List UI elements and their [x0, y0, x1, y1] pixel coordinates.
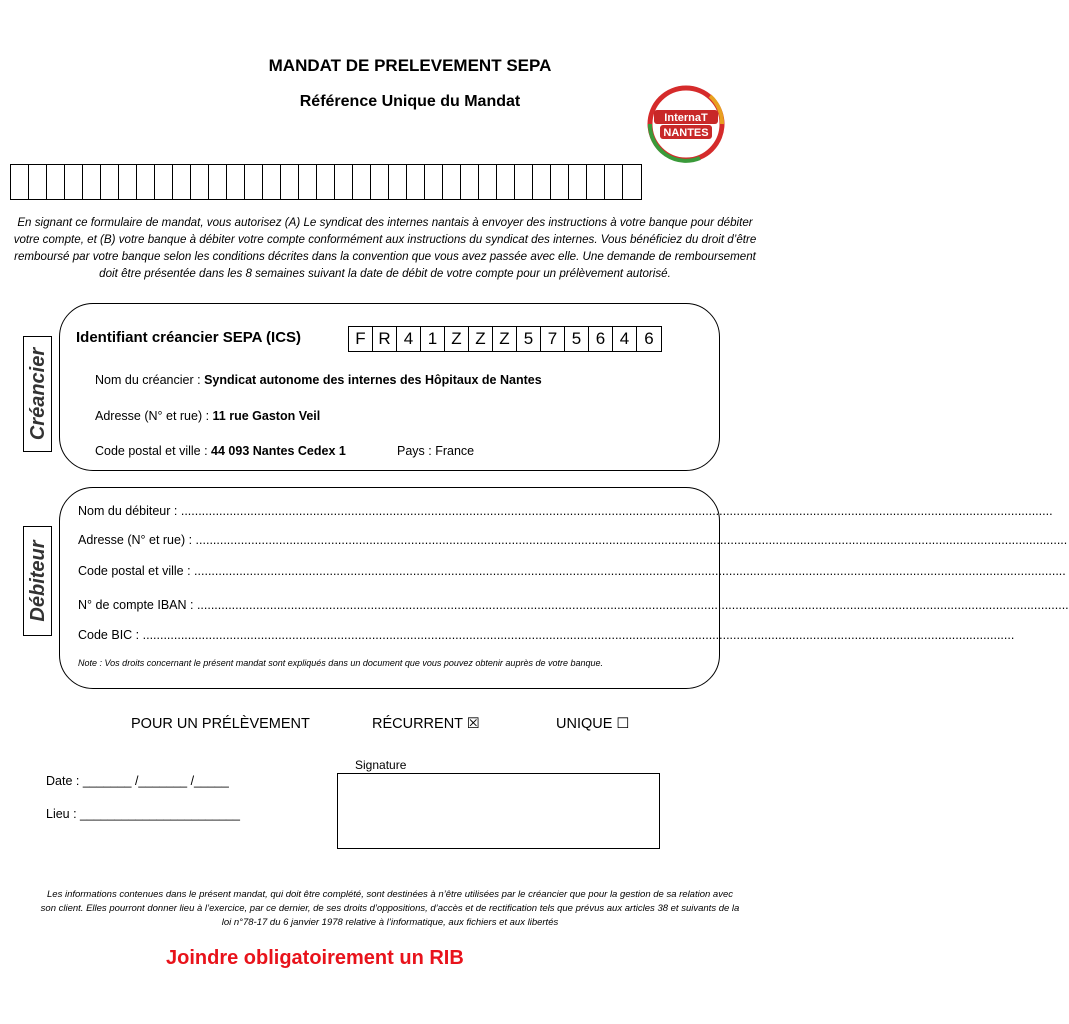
ics-code: [348, 326, 662, 352]
rum-cell[interactable]: [425, 165, 443, 199]
debtor-tab-label: Débiteur: [27, 540, 49, 622]
ics-char: F: [349, 327, 373, 351]
rum-cell[interactable]: [47, 165, 65, 199]
rum-cell[interactable]: [407, 165, 425, 199]
rum-cell[interactable]: [461, 165, 479, 199]
rum-cell[interactable]: [479, 165, 497, 199]
creditor-country: Pays : France: [397, 444, 475, 458]
rum-cell[interactable]: [11, 165, 29, 199]
payment-label: POUR UN PRÉLÈVEMENT: [131, 716, 310, 732]
rum-cell[interactable]: [497, 165, 515, 199]
rum-cell[interactable]: [587, 165, 605, 199]
ics-char: 7: [541, 327, 565, 351]
rum-cell[interactable]: [353, 165, 371, 199]
rib-notice: Joindre obligatoirement un RIB: [166, 947, 464, 969]
ics-char: 4: [397, 327, 421, 351]
rum-cell[interactable]: [137, 165, 155, 199]
ics-char: 5: [517, 327, 541, 351]
debtor-note: Note : Vos droits concernant le présent mandat sont expliqués dans un document que vous pouvez obtenir auprès de votre banque.: [78, 658, 604, 668]
rum-cell[interactable]: [299, 165, 317, 199]
internat-nantes-logo: [640, 84, 732, 164]
rum-cell[interactable]: [443, 165, 461, 199]
ics-char: Z: [445, 327, 469, 351]
signature-label: Signature: [355, 758, 407, 772]
rum-cell[interactable]: [281, 165, 299, 199]
place-field[interactable]: Lieu : _______________________: [46, 807, 240, 821]
page-title: MANDAT DE PRELEVEMENT SEPA: [268, 56, 552, 75]
ics-char: R: [373, 327, 397, 351]
creditor-name-line: Nom du créancier : Syndicat autonome des internes des Hôpitaux de Nantes: [95, 373, 542, 387]
rum-cell[interactable]: [29, 165, 47, 199]
ics-char: 5: [565, 327, 589, 351]
rum-cell[interactable]: [551, 165, 569, 199]
ics-label: Identifiant créancier SEPA (ICS): [76, 329, 302, 346]
unique-checkbox[interactable]: UNIQUE ☐: [556, 716, 630, 732]
rum-cell[interactable]: [371, 165, 389, 199]
rum-cell[interactable]: [569, 165, 587, 199]
rum-cell[interactable]: [623, 165, 641, 199]
signature-box[interactable]: [337, 773, 660, 849]
rum-cell[interactable]: [533, 165, 551, 199]
rum-cell[interactable]: [317, 165, 335, 199]
creditor-city-line: Code postal et ville : 44 093 Nantes Cedex 1: [95, 444, 346, 458]
rum-cell[interactable]: [155, 165, 173, 199]
rum-cell[interactable]: [263, 165, 281, 199]
rum-cell[interactable]: [389, 165, 407, 199]
creditor-tab-label: Créancier: [27, 347, 49, 441]
date-field[interactable]: Date : _______ /_______ /_____: [46, 774, 229, 788]
rum-cell[interactable]: [605, 165, 623, 199]
svg-text:NANTES: NANTES: [663, 127, 709, 139]
ics-char: 1: [421, 327, 445, 351]
rum-cell[interactable]: [191, 165, 209, 199]
debtor-bic-field[interactable]: Code BIC : ...........................................................................................................................................................................................................................................................: [78, 628, 1015, 642]
rum-cell[interactable]: [83, 165, 101, 199]
rum-cell[interactable]: [227, 165, 245, 199]
rum-cell[interactable]: [515, 165, 533, 199]
ics-char: Z: [493, 327, 517, 351]
svg-text:InternaT: InternaT: [664, 112, 708, 124]
debtor-name-field[interactable]: Nom du débiteur : ...........................................................................................................................................................................................................................................................: [78, 504, 1053, 518]
page-subtitle: Référence Unique du Mandat: [299, 93, 521, 110]
rum-cell[interactable]: [101, 165, 119, 199]
debtor-iban-field[interactable]: N° de compte IBAN : ...........................................................................................................................................................................................................................................................: [78, 598, 1069, 612]
rum-cell[interactable]: [119, 165, 137, 199]
ics-char: 6: [589, 327, 613, 351]
ics-char: Z: [469, 327, 493, 351]
rum-cell[interactable]: [65, 165, 83, 199]
rum-cell[interactable]: [209, 165, 227, 199]
rum-input-cells[interactable]: [10, 164, 642, 200]
footer-legal-text: Les informations contenues dans le présent mandat, qui doit être complété, sont destinées à n’être utilisées par le créancier que pour la gestion de sa relation avec son client. Elles pourront donner lieu à l’exercice, par ce dernier, de ses droits d’oppositions, d’accès et de rectification tels que prévus aux articles 38 et suivants de la loi n°78-17 du 6 janvier 1978 relative à l’informatique, aux fichiers et aux libertés: [40, 889, 740, 928]
ics-char: 4: [613, 327, 637, 351]
intro-text: En signant ce formulaire de mandat, vous autorisez (A) Le syndicat des internes nantais à envoyer des instructions à votre banque pour débiter votre compte, et (B) votre banque à débiter votre compte conformément aux instructions du syndicat des internes. Vous bénéficiez du droit d’être remboursé par votre banque selon les conditions décrites dans la convention que vous avez passée avec elle. Une demande de remboursement doit être présentée dans les 8 semaines suivant la date de débit de votre compte pour un prélèvement autorisé.: [13, 216, 757, 280]
ics-char: 6: [644, 329, 654, 348]
creditor-address-line: Adresse (N° et rue) : 11 rue Gaston Veil: [95, 409, 321, 423]
rum-cell[interactable]: [245, 165, 263, 199]
rum-cell[interactable]: [173, 165, 191, 199]
debtor-city-field[interactable]: Code postal et ville : ...........................................................................................................................................................................................................................................................: [78, 564, 1066, 578]
debtor-address-field[interactable]: Adresse (N° et rue) : ...........................................................................................................................................................................................................................................................: [78, 533, 1068, 547]
rum-cell[interactable]: [335, 165, 353, 199]
recurrent-checkbox[interactable]: RÉCURRENT ☒: [372, 716, 480, 732]
